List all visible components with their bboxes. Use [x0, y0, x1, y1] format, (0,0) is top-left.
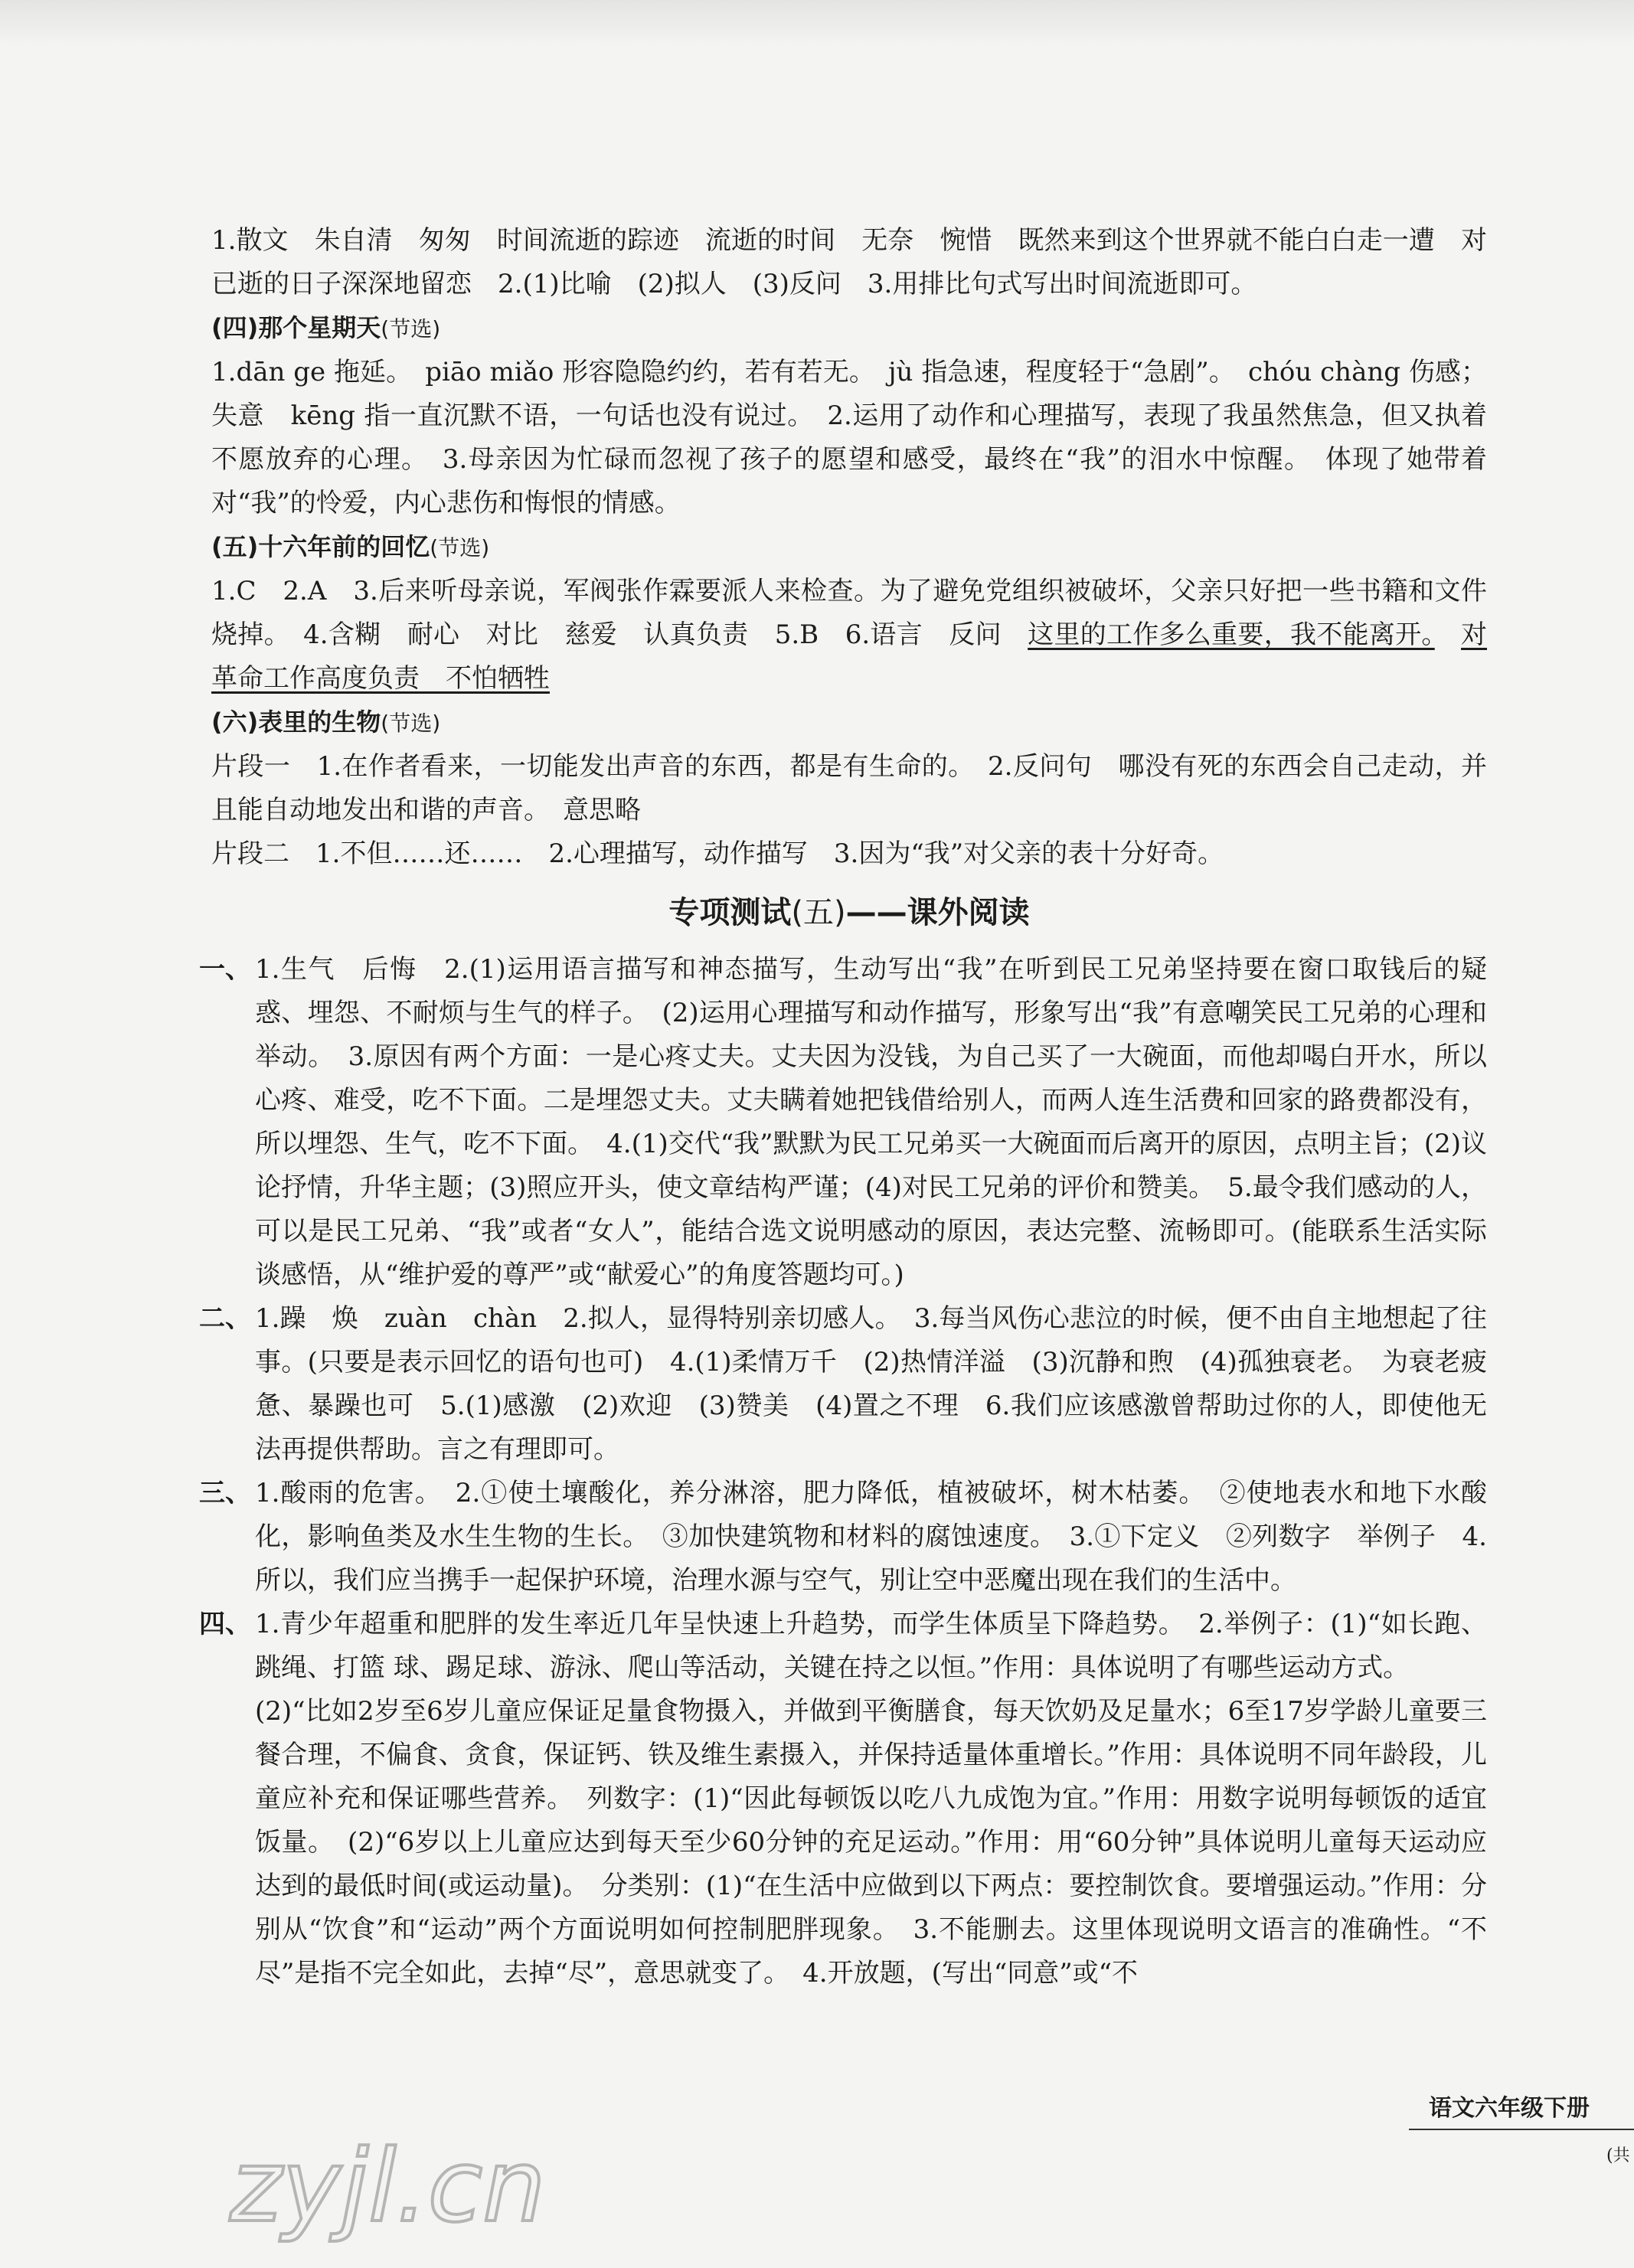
question-answer: 1.躁 焕 zuàn chàn 2.拟人，显得特别亲切感人。 3.每当风伤心悲泣的时候，便不由自主地想起了往事。(只要是表示回忆的语句也可) 4.(1)柔情万千 (2)热情洋溢 (3)沉静和煦 (4)孤独衰老。 为衰老疲惫、暴躁也可 5.(1)感激 (2)欢迎 (3)赞美 (4)置之不理 6.我们应该感激曾帮助过你的人，即使他无法再提供帮助。言之有理即可。 [255, 1303, 1487, 1465]
watermark-text: zyjl.cn [230, 2128, 546, 2244]
footer-page-note: (共 [1606, 2146, 1630, 2165]
question-number: 三、 [199, 1478, 251, 1508]
answer-block-2: 1.dān ge 拖延。 piāo miǎo 形容隐隐约约，若有若无。 jù 指急速，程度轻于“急剧”。 chóu chàng 伤感；失意 kēng 指一直沉默不语，一句话也没有说过。 2.运用了动作和心理描写，表现了我虽然焦急，但又执着不愿放弃的心理。 3.母亲因为忙碌而忽视了孩子的愿望和感受，最终在“我”的泪水中惊醒。 体现了她带着对“我”的怜爱，内心悲伤和悔恨的情感。 [211, 357, 1487, 518]
footer-label: 语文六年级下册 [1429, 2095, 1590, 2122]
answer-gap [1435, 619, 1461, 650]
answer-block-3 [211, 570, 1487, 701]
answer-block-1: 1.散文 朱自清 匆匆 时间流逝的踪迹 流逝的时间 无奈 惋惜 既然来到这个世界就不能白白走一遭 对已逝的日子深深地留恋 2.(1)比喻 (2)拟人 (3)反问 3.用排比句式写出时间流逝即可。 [211, 225, 1487, 299]
scan-shadow [0, 0, 1634, 46]
section-heading-note: (节选) [430, 535, 490, 560]
question-2 [199, 1297, 1487, 1472]
title-main: 专项测试 [668, 895, 792, 930]
section-heading-note: (节选) [381, 316, 441, 342]
question-number: 四、 [199, 1609, 251, 1639]
underlined-answer: 对革命工作高度负责 不怕牺牲 [211, 619, 1488, 694]
section-heading-4 [211, 306, 1487, 351]
title-number: (五) [791, 895, 846, 930]
underlined-answer: 这里的工作多么重要，我不能离开。 [1028, 619, 1435, 650]
question-answer: 1.生气 后悔 2.(1)运用语言描写和神态描写，生动写出“我”在听到民工兄弟坚持要在窗口取钱后的疑惑、埋怨、不耐烦与生气的样子。 (2)运用心理描写和动作描写，形象写出“我”有意嘲笑民工兄弟的心理和举动。 3.原因有两个方面：一是心疼丈夫。丈夫因为没钱，为自己买了一大碗面，而他却喝白开水，所以心疼、难受，吃不下面。二是埋怨丈夫。丈夫瞒着她把钱借给别人，而两人连生活费和回家的路费都没有，所以埋怨、生气，吃不下面。 4.(1)交代“我”默默为民工兄弟买一大碗面而后离开的原因，点明主旨；(2)议论抒情，升华主题；(3)照应开头，使文章结构严谨；(4)对民工兄弟的评价和赞美。 5.最令我们感动的人，可以是民工兄弟、“我”或者“女人”，能结合选文说明感动的原因，表达完整、流畅即可。(能联系生活实际谈感悟，从“维护爱的尊严”或“献爱心”的角度答题均可。) [255, 954, 1487, 1290]
answer-block-4-part-1: 片段一 1.在作者看来，一切能发出声音的东西，都是有生命的。 2.反问句 哪没有死的东西会自己走动，并且能自动地发出和谐的声音。 意思略 [211, 751, 1487, 825]
question-answer-continued: (2)“比如2岁至6岁儿童应保证足量食物摄入，并做到平衡膳食，每天饮奶及足量水；6至17岁学龄儿童要三餐合理，不偏食、贪食，保证钙、铁及维生素摄入，并保持适量体重增长。”作用：具体说明不同年龄段，儿童应补充和保证哪些营养。 列数字：(1)“因此每顿饭以吃八九成饱为宜。”作用：用数字说明每顿饭的适宜饭量。 (2)“6岁以上儿童应达到每天至少60分钟的充足运动。”作用：用“60分钟”具体说明儿童每天运动应达到的最低时间(或运动量)。 分类别：(1)“在生活中应做到以下两点：要控制饮食。要增强运动。”作用：分别从“饮食”和“运动”两个方面说明如何控制肥胖现象。 3.不能删去。这里体现说明文语言的准确性。“不尽”是指不完全如此，去掉“尽”，意思就变了。 4.开放题，(写出“同意”或“不 [255, 1696, 1487, 1989]
question-4 [199, 1603, 1487, 1995]
answer-key-content [199, 219, 1488, 1995]
section-heading-6 [211, 701, 1487, 745]
answer-text: 1.C 2.A 3.后来听母亲说，军阀张作霖要派人来检查。为了避免党组织被破坏，父亲只好把一些书籍和文件烧掉。 4.含糊 耐心 对比 慈爱 认真负责 5.B 6.语言 反问 [211, 576, 1487, 650]
section-heading-5 [211, 525, 1487, 570]
answer-block-4-part-2: 片段二 1.不但……还…… 2.心理描写，动作描写 3.因为“我”对父亲的表十分好奇。 [211, 838, 1224, 869]
section-heading-title: (六)表里的生物 [211, 708, 381, 737]
question-1 [199, 948, 1487, 1297]
footer-divider [1409, 2129, 1634, 2130]
section-heading-title: (五)十六年前的回忆 [211, 532, 430, 561]
question-answer: 1.酸雨的危害。 2.①使土壤酸化，养分淋溶，肥力降低，植被破坏，树木枯萎。 ②使地表水和地下水酸化，影响鱼类及水生生物的生长。 ③加快建筑物和材料的腐蚀速度。 3.①下定义 ②列数字 举例子 4.所以，我们应当携手一起保护环境，治理水源与空气，别让空中恶魔出现在我们的生活中。 [255, 1478, 1487, 1596]
question-number: 一、 [199, 954, 251, 985]
section-title [211, 885, 1487, 940]
watermark-logo [222, 2121, 620, 2251]
section-heading-title: (四)那个星期天 [211, 313, 381, 342]
title-rest: ——课外阅读 [845, 895, 1030, 930]
question-3 [199, 1472, 1487, 1603]
question-answer: 1.青少年超重和肥胖的发生率近几年呈快速上升趋势，而学生体质呈下降趋势。 2.举例子：(1)“如长跑、跳绳、打篮 球、踢足球、游泳、爬山等活动，关键在持之以恒。”作用：具体说明了有哪些运动方式。 [255, 1609, 1487, 1683]
section-heading-note: (节选) [381, 711, 441, 736]
question-number: 二、 [199, 1303, 251, 1334]
